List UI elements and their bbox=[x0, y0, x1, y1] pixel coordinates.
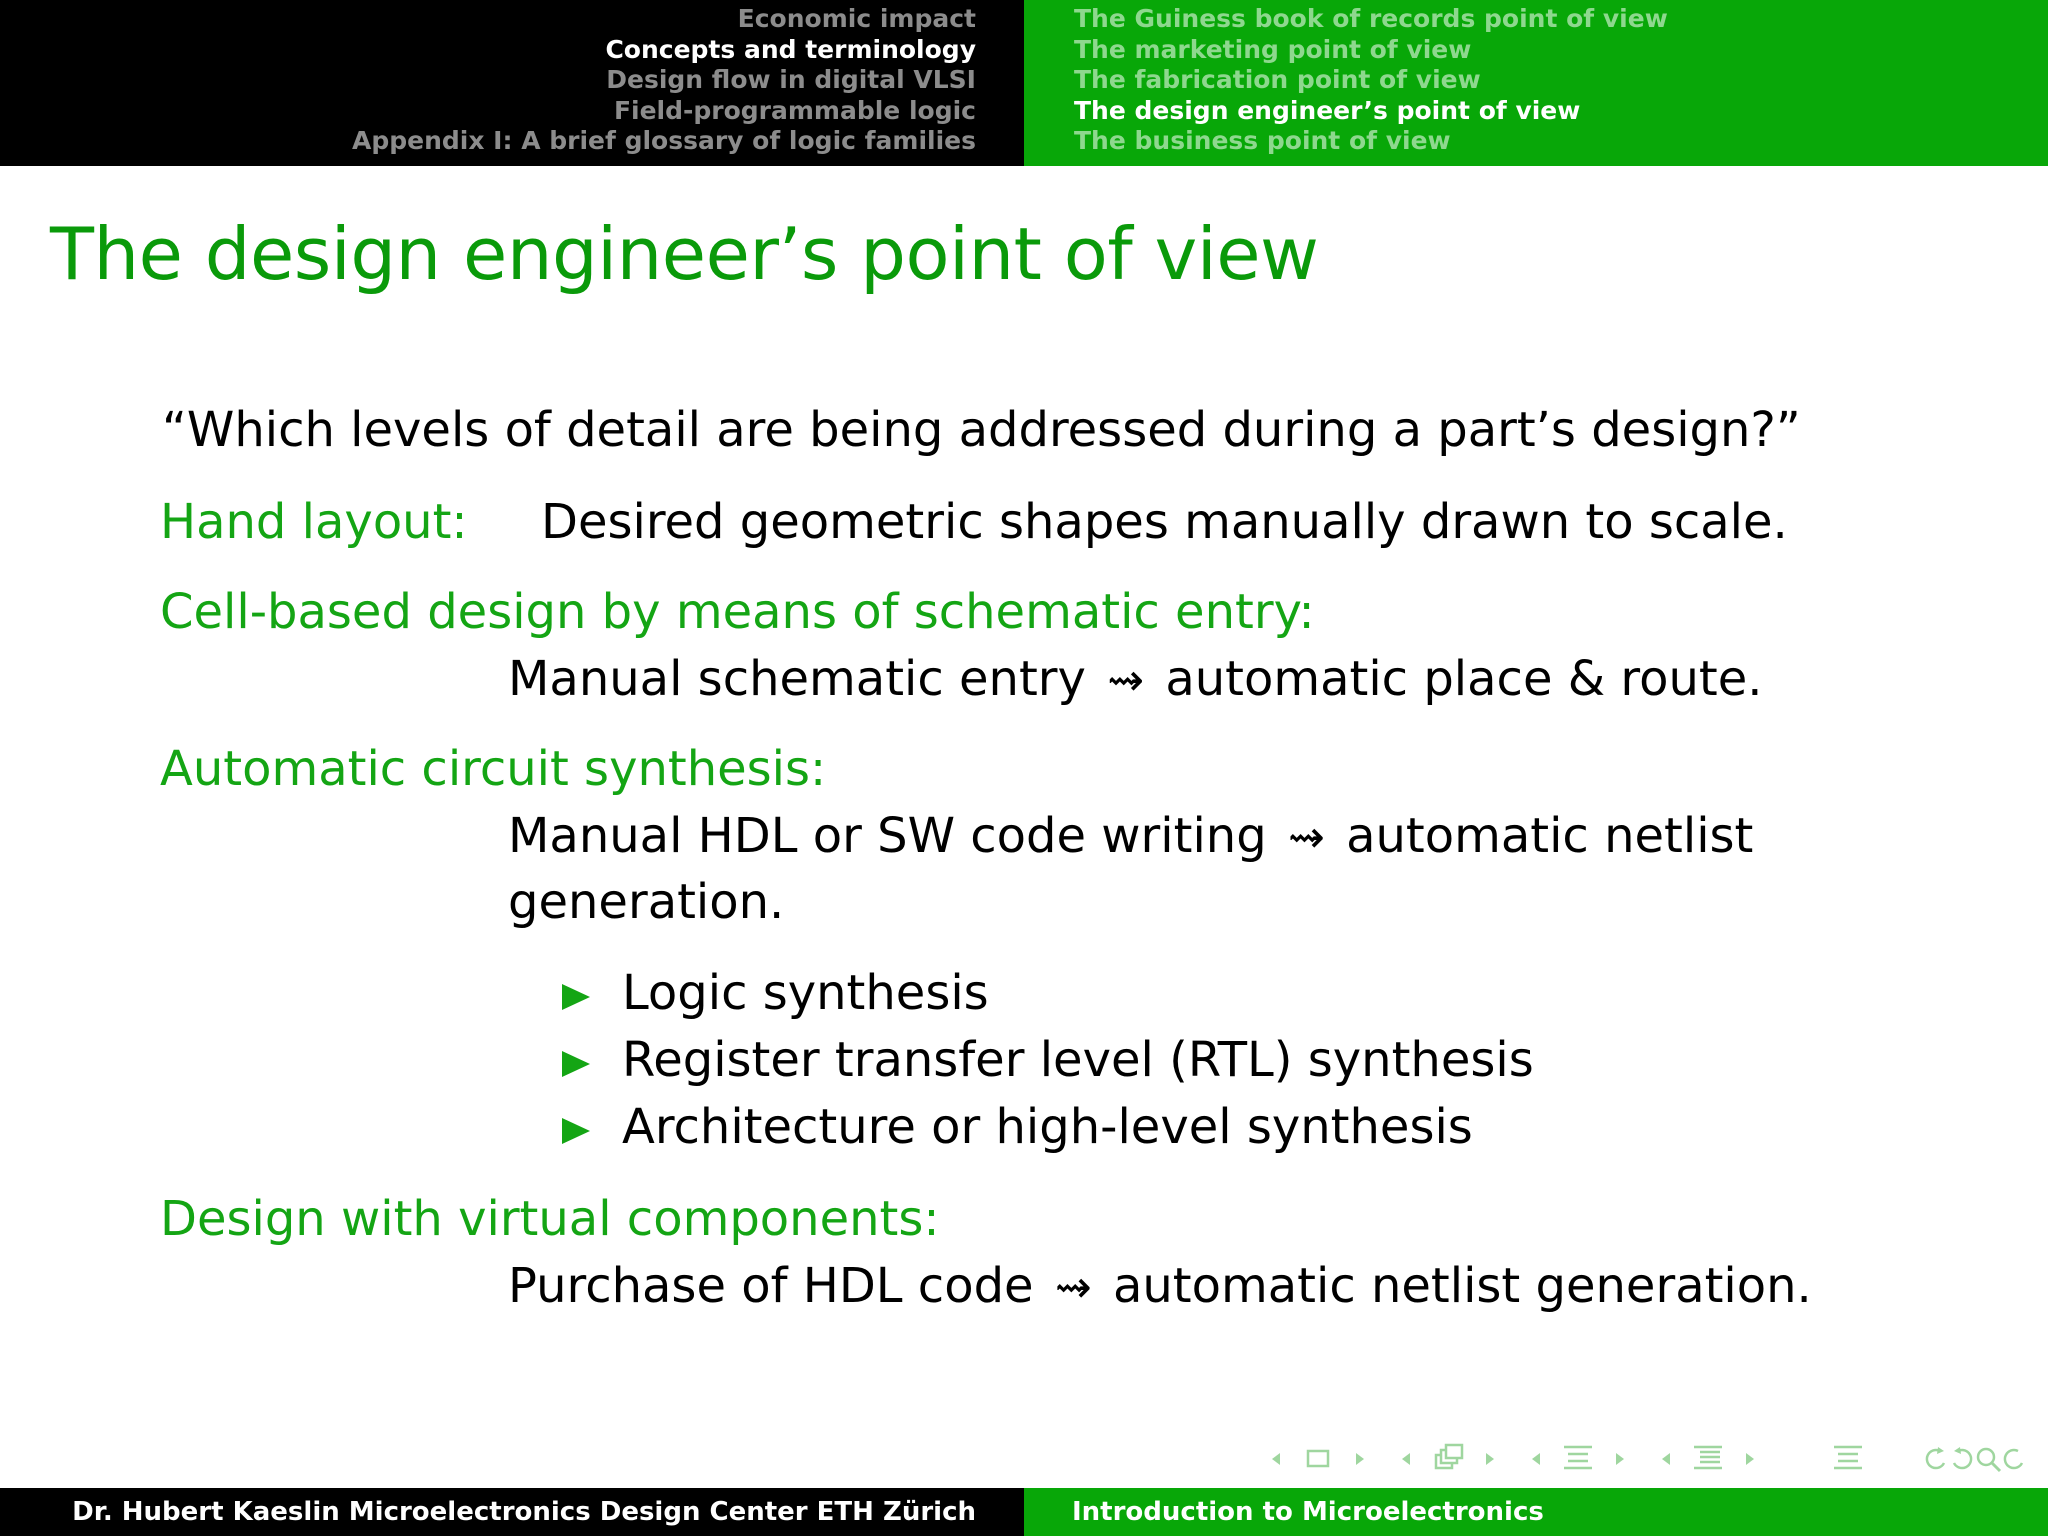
leads-to-arrow-icon: ⇝ bbox=[1287, 812, 1325, 863]
cell-based-term: Cell-based design by means of schematic entry: bbox=[160, 584, 1315, 640]
subsection-nav-item[interactable]: The fabrication point of view bbox=[1074, 65, 1481, 94]
synthesis-bullet-list bbox=[558, 960, 1534, 1161]
list-item-text: Architecture or high-level synthesis bbox=[622, 1099, 1473, 1155]
section-nav-item[interactable]: Field-programmable logic bbox=[613, 95, 976, 125]
synthesis-term: Automatic circuit synthesis: bbox=[160, 741, 827, 797]
virtual-components-definition bbox=[508, 1253, 1812, 1321]
cell-based-definition bbox=[508, 646, 1763, 714]
header-subsections-panel bbox=[1024, 0, 2048, 166]
cell-based-definition-b: automatic place & route. bbox=[1165, 651, 1763, 707]
nav-frame-icon[interactable] bbox=[1268, 1441, 1368, 1477]
triangle-bullet-icon bbox=[562, 1051, 590, 1077]
subsection-nav-item[interactable]: The business point of view bbox=[1074, 126, 1451, 155]
footer-author-panel bbox=[0, 1488, 1024, 1536]
virtual-definition-b: automatic netlist generation. bbox=[1112, 1258, 1812, 1314]
nav-subsection-icon[interactable] bbox=[1398, 1441, 1498, 1477]
footer-course-title: Introduction to Microelectronics bbox=[1072, 1497, 1544, 1527]
list-item bbox=[558, 1027, 1534, 1094]
section-nav bbox=[352, 4, 976, 157]
synthesis-definition-line2: generation. bbox=[508, 874, 785, 930]
virtual-components-term: Design with virtual components: bbox=[160, 1191, 940, 1247]
nav-section-icon[interactable] bbox=[1528, 1441, 1628, 1477]
subsection-nav-item[interactable]: The Guiness book of records point of view bbox=[1074, 4, 1668, 33]
list-item bbox=[558, 1094, 1534, 1161]
virtual-definition-a: Purchase of HDL code bbox=[508, 1258, 1034, 1314]
header-sections-panel bbox=[0, 0, 1024, 166]
triangle-bullet-icon bbox=[562, 1118, 590, 1144]
subsection-nav bbox=[1074, 4, 1668, 157]
cell-based-definition-a: Manual schematic entry bbox=[508, 651, 1086, 707]
nav-search-icon[interactable] bbox=[1920, 1441, 2028, 1477]
section-nav-item-active[interactable]: Concepts and terminology bbox=[605, 34, 976, 64]
leads-to-arrow-icon: ⇝ bbox=[1054, 1262, 1092, 1313]
hand-layout-term: Hand layout: bbox=[160, 494, 468, 550]
subsection-nav-item[interactable]: The marketing point of view bbox=[1074, 34, 1472, 64]
header-bar bbox=[0, 0, 2048, 166]
synthesis-definition-b: automatic netlist bbox=[1346, 808, 1754, 864]
subsection-nav-item-active[interactable]: The design engineer’s point of view bbox=[1074, 95, 1581, 125]
navigation-symbols bbox=[1268, 1441, 2028, 1477]
synthesis-definition-a: Manual HDL or SW code writing bbox=[508, 808, 1267, 864]
section-nav-item[interactable]: Economic impact bbox=[737, 4, 976, 33]
slide-title: The design engineer’s point of view bbox=[50, 212, 1319, 296]
list-item bbox=[558, 960, 1534, 1027]
nav-document-icon[interactable] bbox=[1658, 1441, 1758, 1477]
section-nav-item[interactable]: Design flow in digital VLSI bbox=[606, 65, 976, 94]
list-item-text: Logic synthesis bbox=[622, 965, 989, 1021]
section-nav-item[interactable]: Appendix I: A brief glossary of logic families bbox=[352, 126, 976, 155]
triangle-bullet-icon bbox=[562, 984, 590, 1010]
synthesis-definition-line1 bbox=[508, 803, 1753, 871]
footer-author: Dr. Hubert Kaeslin Microelectronics Design Center ETH Zürich bbox=[72, 1497, 976, 1527]
footer-course-panel bbox=[1024, 1488, 2048, 1536]
leads-to-arrow-icon: ⇝ bbox=[1107, 655, 1145, 706]
list-item-text: Register transfer level (RTL) synthesis bbox=[622, 1032, 1534, 1088]
question-text: “Which levels of detail are being addressed during a part’s design?” bbox=[162, 402, 1801, 458]
nav-toc-icon[interactable] bbox=[1828, 1441, 1868, 1477]
hand-layout-definition: Desired geometric shapes manually drawn to scale. bbox=[541, 494, 1788, 550]
footer-bar bbox=[0, 1488, 2048, 1536]
